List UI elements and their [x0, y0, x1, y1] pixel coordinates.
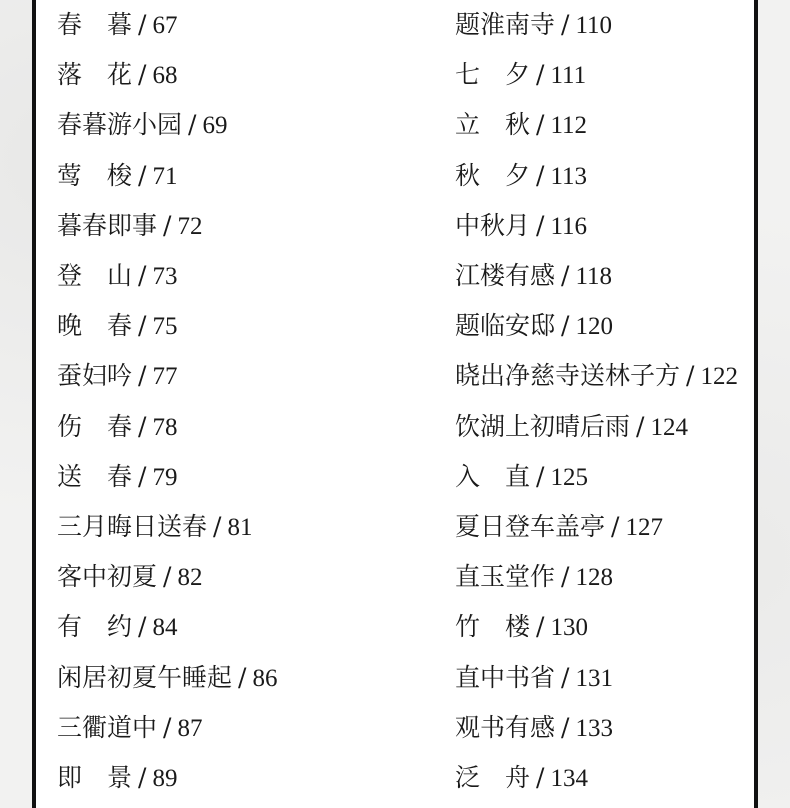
toc-entry-title: 即 景 [57, 763, 133, 792]
toc-entry-title: 落 花 [57, 60, 133, 90]
toc-entry-page: 134 [550, 765, 588, 792]
toc-entry-page: 81 [227, 514, 253, 541]
toc-entry [455, 763, 588, 794]
toc-entry-title: 登 山 [57, 261, 133, 290]
toc-entry-page: 127 [625, 514, 663, 541]
toc-separator: / [138, 261, 147, 290]
toc-entry-page: 133 [575, 714, 613, 742]
toc-entry-title: 立 秋 [455, 110, 531, 140]
toc-entry-page: 131 [575, 664, 613, 692]
toc-entry-title: 晚 春 [57, 311, 133, 341]
toc-entry [57, 462, 177, 493]
toc-entry-page: 118 [575, 263, 613, 290]
toc-entry-title: 闲居初夏午睡起 [57, 662, 233, 692]
toc-entry-page: 116 [550, 212, 588, 240]
toc-entry [57, 612, 177, 643]
toc-entry-title: 饮湖上初晴后雨 [455, 411, 631, 441]
toc-entry [455, 311, 613, 342]
toc-entry-title: 中秋月 [455, 210, 531, 240]
toc-entry [57, 763, 177, 794]
toc-entry-page: 75 [152, 313, 178, 341]
toc-entry-page: 72 [177, 212, 203, 240]
toc-entry [455, 462, 588, 493]
toc-entry [455, 713, 613, 744]
toc-entry-page: 82 [177, 564, 203, 592]
toc-separator: / [138, 311, 147, 341]
toc-entry [455, 412, 688, 443]
toc-entry [455, 10, 612, 41]
toc-entry-title: 春暮游小园 [57, 110, 183, 140]
toc-entry [455, 562, 613, 593]
toc-entry [455, 361, 738, 392]
toc-entry-title: 入 直 [455, 461, 531, 491]
toc-separator: / [138, 411, 147, 441]
toc-entry-title: 客中初夏 [57, 562, 158, 592]
toc-entry-page: 111 [550, 62, 587, 90]
toc-entry-title: 秋 夕 [455, 160, 531, 190]
toc-entry [57, 361, 177, 392]
toc-separator: / [561, 261, 570, 290]
toc-entry-title: 蚕妇吟 [57, 361, 133, 391]
toc-entry-page: 113 [550, 162, 588, 190]
toc-entry-title: 送 春 [57, 461, 133, 491]
toc-separator: / [561, 712, 570, 742]
toc-entry-title: 三衢道中 [57, 712, 158, 742]
toc-separator: / [163, 562, 172, 592]
toc-entry-page: 71 [152, 162, 178, 190]
toc-separator: / [536, 160, 545, 190]
toc-entry-title: 题淮南寺 [455, 10, 556, 39]
toc-entry [455, 211, 587, 242]
toc-separator: / [536, 110, 545, 140]
toc-separator: / [138, 763, 147, 792]
toc-entry-title: 江楼有感 [455, 261, 556, 290]
toc-entry-page: 84 [152, 614, 178, 642]
toc-entry-title: 题临安邸 [455, 311, 556, 341]
toc-entry [57, 60, 177, 91]
toc-entry [57, 663, 277, 694]
toc-entry-page: 73 [152, 263, 178, 290]
toc-entry-title: 春 暮 [57, 10, 133, 39]
toc-separator: / [213, 512, 222, 541]
toc-separator: / [561, 311, 570, 341]
toc-separator: / [138, 60, 147, 90]
toc-entry [455, 512, 663, 543]
toc-entry-title: 观书有感 [455, 712, 556, 742]
toc-separator: / [163, 210, 172, 240]
toc-separator: / [536, 612, 545, 642]
toc-entry-title: 夏日登车盖亭 [455, 512, 606, 541]
toc-entry [455, 110, 587, 141]
toc-separator: / [188, 110, 197, 140]
toc-separator: / [138, 160, 147, 190]
toc-entry-title: 伤 春 [57, 411, 133, 441]
toc-entry-title: 竹 楼 [455, 612, 531, 642]
toc-separator: / [536, 763, 545, 792]
toc-entry-title: 直玉堂作 [455, 562, 556, 592]
toc-entry-page: 120 [575, 313, 613, 341]
toc-entry-title: 莺 梭 [57, 160, 133, 190]
toc-entry-title: 有 约 [57, 612, 133, 642]
toc-entry [455, 612, 588, 643]
toc-separator: / [138, 10, 147, 39]
toc-separator: / [536, 461, 545, 491]
toc-entry [57, 713, 202, 744]
toc-entry-page: 128 [575, 564, 613, 592]
toc-entry [57, 211, 202, 242]
toc-entry-page: 69 [202, 112, 228, 140]
toc-entry-page: 122 [700, 363, 738, 391]
toc-entry-title: 直中书省 [455, 662, 556, 692]
toc-entry-page: 77 [152, 363, 178, 391]
toc-entry [455, 60, 586, 91]
toc-separator: / [611, 512, 620, 541]
toc-entry-page: 86 [252, 664, 278, 692]
toc-entry-title: 晓出净慈寺送林子方 [455, 361, 681, 391]
toc-entry-page: 87 [177, 714, 203, 742]
toc-separator: / [138, 361, 147, 391]
toc-entry-title: 七 夕 [455, 60, 531, 90]
toc-entry [57, 562, 202, 593]
toc-entry-page: 112 [550, 112, 588, 140]
toc-entry-page: 124 [650, 413, 688, 441]
toc-separator: / [561, 662, 570, 692]
toc-entry [455, 161, 587, 192]
toc-separator: / [561, 10, 570, 39]
toc-entry-page: 89 [152, 765, 178, 792]
toc-entry [57, 261, 177, 292]
toc-separator: / [163, 712, 172, 742]
toc-entry [455, 261, 612, 292]
toc-page [32, 0, 758, 808]
toc-entry-page: 78 [152, 413, 178, 441]
toc-separator: / [686, 361, 695, 391]
toc-separator: / [238, 662, 247, 692]
toc-entry-title: 暮春即事 [57, 210, 158, 240]
toc-entry-page: 67 [152, 12, 178, 39]
toc-entry-title: 三月晦日送春 [57, 512, 208, 541]
toc-separator: / [536, 60, 545, 90]
toc-entry [57, 412, 177, 443]
toc-separator: / [536, 210, 545, 240]
toc-entry [57, 161, 177, 192]
toc-entry-page: 110 [575, 12, 613, 39]
toc-entry [57, 10, 177, 41]
toc-entry-page: 68 [152, 62, 178, 90]
toc-entry [455, 663, 613, 694]
toc-entry [57, 512, 252, 543]
toc-separator: / [636, 411, 645, 441]
toc-entry-page: 125 [550, 463, 588, 491]
toc-entry-title: 泛 舟 [455, 763, 531, 792]
toc-entry [57, 110, 227, 141]
toc-separator: / [138, 461, 147, 491]
toc-entry [57, 311, 177, 342]
toc-entry-page: 130 [550, 614, 588, 642]
toc-separator: / [561, 562, 570, 592]
toc-separator: / [138, 612, 147, 642]
toc-entry-page: 79 [152, 463, 178, 491]
